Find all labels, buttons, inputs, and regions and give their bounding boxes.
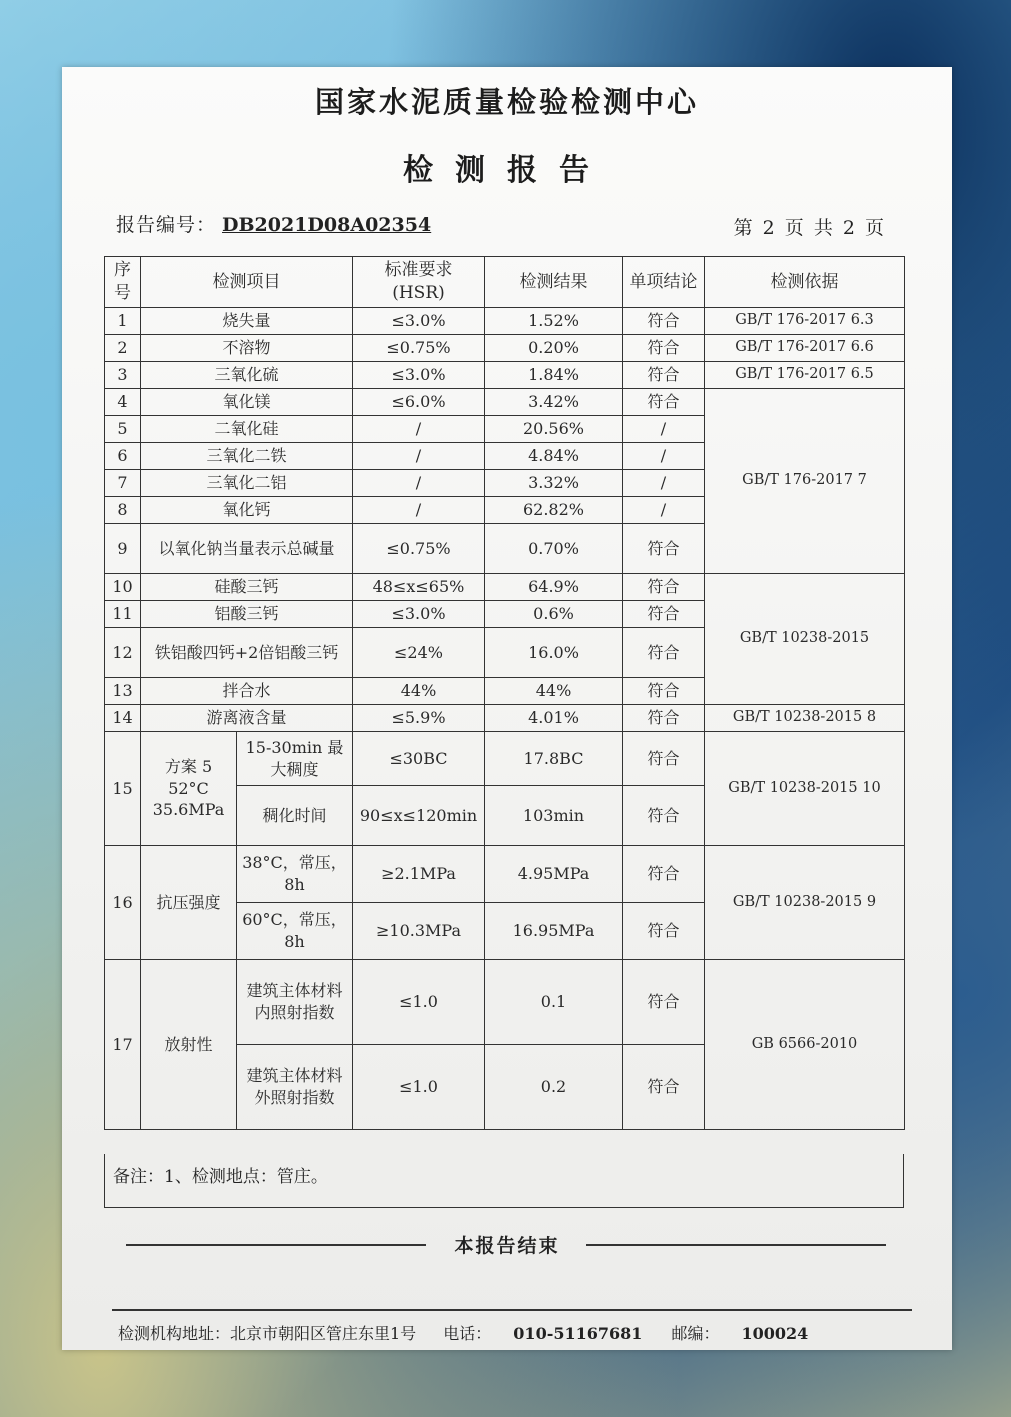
report-number-label: 报告编号： [116,214,217,236]
row-result: 1.84% [485,362,623,389]
row-result: 0.70% [485,524,623,574]
footer-zip-label: 邮编： [671,1324,720,1343]
row-standard: ≤5.9% [353,705,485,732]
row-conclusion: 符合 [623,1045,705,1130]
row-no: 11 [105,601,141,628]
row-no: 5 [105,416,141,443]
row-result: 0.6% [485,601,623,628]
row-result: 1.52% [485,308,623,335]
row-subitem: 稠化时间 [237,786,353,846]
row-result: 4.84% [485,443,623,470]
row-standard: ≤24% [353,628,485,678]
row-standard: / [353,416,485,443]
header-basis: 检测依据 [705,257,905,308]
report-title: 检测报告 [403,153,611,188]
row-standard: ≤1.0 [353,1045,485,1130]
row-conclusion: 符合 [623,362,705,389]
row-conclusion: 符合 [623,960,705,1045]
row-item: 游离液含量 [141,705,353,732]
row-standard: / [353,443,485,470]
row-conclusion: / [623,443,705,470]
table-header-row [105,257,905,308]
row-no: 4 [105,389,141,416]
row-subitem: 15-30min 最大稠度 [237,732,353,786]
row-standard: ≤3.0% [353,601,485,628]
row-standard: 48≤x≤65% [353,574,485,601]
row-no: 17 [105,960,141,1130]
row-item: 烧失量 [141,308,353,335]
row-result: 4.01% [485,705,623,732]
row-item: 三氧化二铁 [141,443,353,470]
footer-phone: 010-51167681 [513,1324,643,1343]
row-basis: GB 6566-2010 [705,960,905,1130]
row-basis: GB/T 10238-2015 9 [705,846,905,960]
row-result: 4.95MPa [485,846,623,903]
row-item: 不溶物 [141,335,353,362]
header-conclusion: 单项结论 [623,257,705,308]
page-info: 第 2 页 共 2 页 [733,217,886,239]
row-subitem: 60°C，常压，8h [237,903,353,960]
row-result: 3.32% [485,470,623,497]
row-item: 抗压强度 [141,846,237,960]
footer-address: 检测机构地址：北京市朝阳区管庄东里1号 [118,1324,417,1343]
row-basis: GB/T 176-2017 7 [705,389,905,574]
row-item: 氧化钙 [141,497,353,524]
row-standard: ≤6.0% [353,389,485,416]
row-subitem: 建筑主体材料外照射指数 [237,1045,353,1130]
row-no: 16 [105,846,141,960]
row-result: 3.42% [485,389,623,416]
row-conclusion: 符合 [623,786,705,846]
header-no: 序号 [105,257,141,308]
header-standard-line2: (HSR) [392,283,445,303]
row-basis: GB/T 10238-2015 [705,574,905,705]
row-result: 20.56% [485,416,623,443]
row-subitem: 38°C，常压，8h [237,846,353,903]
row-standard: ≤0.75% [353,524,485,574]
row-item: 放射性 [141,960,237,1130]
header-item: 检测项目 [141,257,353,308]
footer-zip: 100024 [741,1324,809,1343]
row-basis: GB/T 176-2017 6.6 [705,335,905,362]
row-no: 6 [105,443,141,470]
row-conclusion: 符合 [623,903,705,960]
report-number [116,210,431,237]
results-table [104,256,905,1130]
row-result: 103min [485,786,623,846]
row-no: 2 [105,335,141,362]
row-conclusion: / [623,470,705,497]
row-standard: 90≤x≤120min [353,786,485,846]
row-conclusion: 符合 [623,628,705,678]
row-conclusion: / [623,416,705,443]
row-result: 62.82% [485,497,623,524]
org-title: 国家水泥质量检验检测中心 [314,85,699,119]
row-no: 1 [105,308,141,335]
row-conclusion: 符合 [623,601,705,628]
row-item: 拌合水 [141,678,353,705]
row-conclusion: 符合 [623,335,705,362]
row-result: 16.0% [485,628,623,678]
row-result: 44% [485,678,623,705]
row-basis: GB/T 10238-2015 8 [705,705,905,732]
table-row [105,846,905,903]
row-result: 17.8BC [485,732,623,786]
row-no: 9 [105,524,141,574]
row-no: 13 [105,678,141,705]
row-standard: / [353,497,485,524]
row-item: 三氧化硫 [141,362,353,389]
row-no: 15 [105,732,141,846]
row-no: 8 [105,497,141,524]
table-row [105,362,905,389]
row-basis: GB/T 176-2017 6.3 [705,308,905,335]
row-item: 二氧化硅 [141,416,353,443]
row-result: 64.9% [485,574,623,601]
row-standard: / [353,470,485,497]
row-no: 14 [105,705,141,732]
row-standard: ≤30BC [353,732,485,786]
row-item: 铝酸三钙 [141,601,353,628]
row-conclusion: 符合 [623,732,705,786]
row-result: 16.95MPa [485,903,623,960]
row-item: 硅酸三钙 [141,574,353,601]
row-standard: ≤3.0% [353,308,485,335]
row-conclusion: 符合 [623,389,705,416]
row-conclusion: / [623,497,705,524]
row-item: 三氧化二铝 [141,470,353,497]
row-result: 0.20% [485,335,623,362]
row-item: 以氧化钠当量表示总碱量 [141,524,353,574]
footer-divider [112,1309,912,1311]
row-subitem: 建筑主体材料内照射指数 [237,960,353,1045]
report-number-value: DB2021D08A02354 [222,214,432,236]
header-result: 检测结果 [485,257,623,308]
row-no: 3 [105,362,141,389]
row-no: 10 [105,574,141,601]
row-item: 氧化镁 [141,389,353,416]
row-item: 方案 5 52°C 35.6MPa [141,732,237,846]
table-row [105,335,905,362]
row-result: 0.2 [485,1045,623,1130]
row-standard: ≥2.1MPa [353,846,485,903]
footer-info [118,1321,832,1344]
row-basis: GB/T 176-2017 6.5 [705,362,905,389]
remark-box [104,1154,904,1208]
footer-phone-label: 电话： [443,1324,492,1343]
row-no: 7 [105,470,141,497]
row-conclusion: 符合 [623,678,705,705]
remark-text: 备注：1、检测地点：管庄。 [113,1167,328,1187]
table-row [105,574,905,601]
end-of-report-text: 本报告结束 [454,1235,560,1257]
row-no: 12 [105,628,141,678]
table-row [105,705,905,732]
row-conclusion: 符合 [623,574,705,601]
table-row [105,960,905,1045]
row-conclusion: 符合 [623,524,705,574]
table-row [105,389,905,416]
row-item: 铁铝酸四钙+2倍铝酸三钙 [141,628,353,678]
row-standard: ≥10.3MPa [353,903,485,960]
table-row [105,308,905,335]
row-standard: ≤3.0% [353,362,485,389]
header-standard-line1: 标准要求 [384,260,453,281]
row-conclusion: 符合 [623,846,705,903]
row-conclusion: 符合 [623,308,705,335]
header-standard [353,257,485,308]
row-standard: ≤1.0 [353,960,485,1045]
row-result: 0.1 [485,960,623,1045]
table-row [105,732,905,786]
row-standard: 44% [353,678,485,705]
row-conclusion: 符合 [623,705,705,732]
row-basis: GB/T 10238-2015 10 [705,732,905,846]
report-page [62,67,952,1350]
row-standard: ≤0.75% [353,335,485,362]
